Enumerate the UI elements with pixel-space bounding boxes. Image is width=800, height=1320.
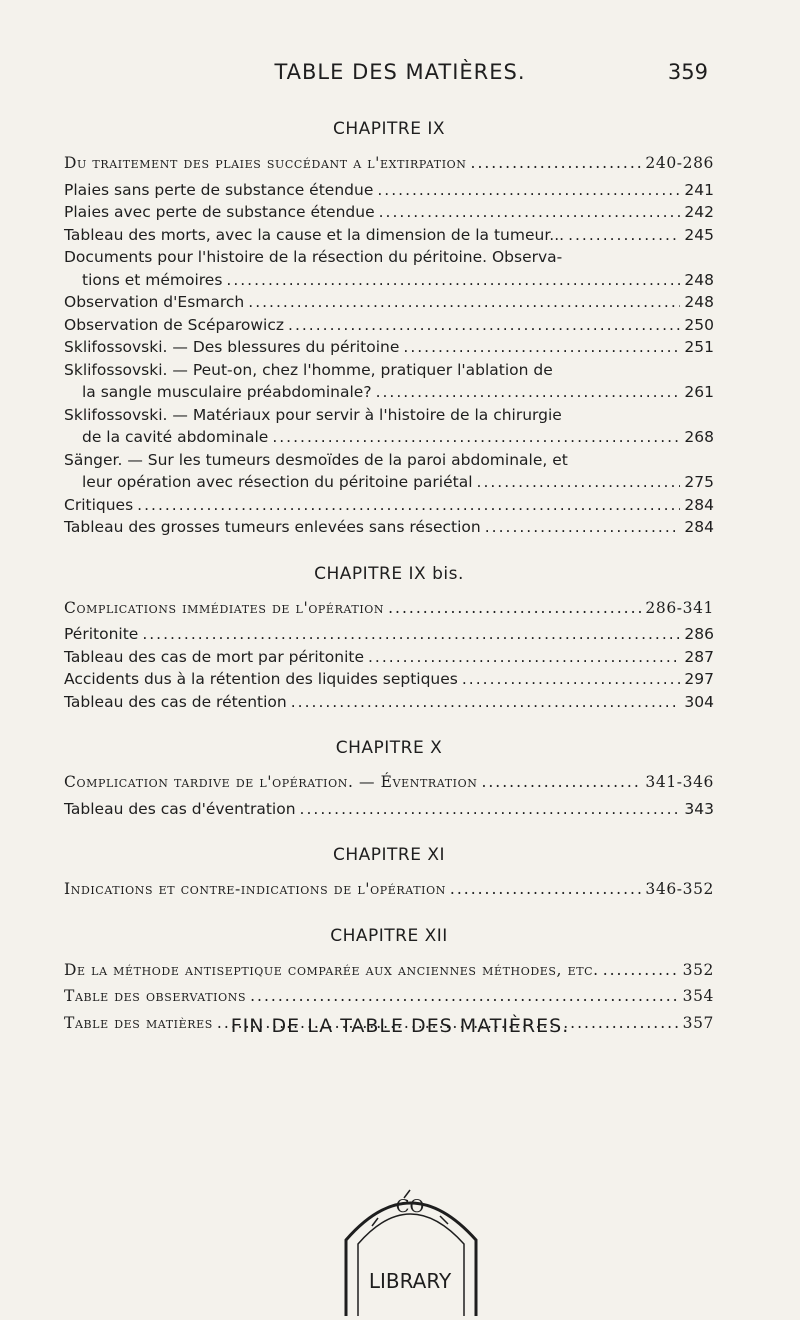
leader-dots	[471, 152, 642, 175]
entry-page: 250	[684, 315, 714, 334]
toc-main-entry	[64, 771, 714, 794]
leader-dots	[481, 771, 641, 794]
running-header	[0, 60, 800, 90]
entry-page: 241	[684, 180, 714, 199]
toc-entry	[64, 798, 714, 821]
chapter-block	[64, 563, 714, 714]
entry-label: Plaies avec perte de substance étendue	[64, 203, 375, 221]
leader-dots	[477, 471, 681, 494]
leader-dots	[462, 668, 681, 691]
entry-label: Péritonite	[64, 625, 139, 643]
entry-page: 297	[684, 670, 714, 688]
entry-continuation	[64, 381, 714, 404]
stamp-top-text: CO	[395, 1196, 425, 1217]
leader-dots	[379, 201, 681, 224]
page-number: 359	[667, 60, 708, 84]
entry-continuation	[64, 269, 714, 292]
entry-page: 261	[684, 383, 714, 401]
toc-entry	[64, 291, 714, 314]
toc-entry	[64, 224, 714, 247]
chapter-heading: CHAPITRE IX bis.	[314, 563, 464, 584]
entry-label: Tableau des morts, avec la cause et la dimension de la tumeur...	[64, 225, 565, 244]
toc-entry	[64, 623, 714, 646]
toc-main-entry	[64, 597, 714, 620]
entry-label-line: Sklifossovski. — Peut-on, chez l'homme, pratiquer l'ablation de	[64, 360, 553, 379]
entry-continuation	[64, 426, 714, 449]
toc-entry	[64, 359, 714, 404]
entry-label-line: la sangle musculaire préabdominale?	[82, 383, 372, 401]
leader-dots	[250, 985, 679, 1008]
leader-dots	[368, 646, 680, 669]
entry-label-line: Documents pour l'histoire de la résection du péritoine. Observa-	[64, 248, 563, 266]
toc-entry	[64, 516, 714, 539]
entry-label: Complications immédiates de l'opération	[64, 598, 385, 617]
entry-page: 352	[682, 960, 714, 979]
entry-label: Table des matières	[64, 1013, 213, 1032]
entry-page: 245	[684, 225, 714, 244]
entry-label: Sklifossovski. — Des blessures du péritoine	[64, 338, 400, 356]
entry-page: 286-341	[645, 598, 714, 617]
toc-entry	[64, 691, 714, 714]
entry-page: 354	[682, 987, 714, 1005]
chapter-heading: CHAPITRE XI	[332, 845, 446, 865]
stamp-library-text: LIBRARY	[368, 1269, 452, 1293]
toc-entry	[64, 314, 714, 337]
entry-page: 275	[684, 473, 714, 491]
toc-entry	[64, 404, 714, 449]
leader-dots	[568, 224, 680, 247]
leader-dots	[603, 959, 679, 982]
toc-entry	[64, 668, 714, 691]
leader-dots	[272, 426, 680, 449]
leader-dots	[300, 798, 681, 821]
entry-page: 287	[684, 647, 714, 666]
entry-page: 251	[684, 338, 714, 356]
table-of-contents	[64, 118, 714, 1058]
entry-label: Accidents dus à la rétention des liquides septiques	[64, 670, 458, 688]
entry-label-line: de la cavité abdominale	[82, 428, 269, 446]
entry-page: 248	[684, 293, 714, 311]
entry-label: Tableau des cas d'éventration	[64, 799, 296, 818]
leader-dots	[388, 597, 641, 620]
toc-entry	[64, 246, 714, 291]
entry-label: Table des observations	[64, 987, 247, 1005]
entry-page: 346-352	[645, 880, 714, 898]
entry-label-line: leur opération avec résection du péritoine pariétal	[82, 473, 473, 491]
leader-dots	[137, 494, 680, 517]
leader-dots	[485, 516, 681, 539]
entry-label-line: Sklifossovski. — Matériaux pour servir à l'histoire de la chirurgie	[64, 405, 562, 424]
chapter-block	[64, 737, 714, 820]
chapter-block	[64, 844, 714, 901]
chapter-heading: CHAPITRE IX	[332, 119, 446, 139]
entry-page: 284	[684, 518, 714, 536]
toc-entry	[64, 449, 714, 494]
entry-label: Du traitement des plaies succédant a l'extirpation	[64, 154, 467, 172]
library-stamp	[328, 1178, 493, 1316]
entry-label: Indications et contre-indications de l'opération	[64, 880, 446, 898]
entry-label: Tableau des cas de rétention	[64, 692, 287, 711]
entry-label: Plaies sans perte de substance étendue	[64, 180, 374, 199]
entry-label: Observation d'Esmarch	[64, 293, 245, 311]
entry-label: Observation de Scéparowicz	[64, 315, 285, 334]
chapter-heading: CHAPITRE X	[335, 738, 443, 758]
entry-label: De la méthode antiseptique comparée aux anciennes méthodes, etc.	[64, 960, 599, 979]
chapter-block	[64, 118, 714, 539]
entry-page: 240-286	[645, 154, 714, 172]
entry-label-line: Sänger. — Sur les tumeurs desmoïdes de la paroi abdominale, et	[64, 450, 568, 469]
entry-page: 248	[684, 270, 714, 289]
running-title: TABLE DES MATIÈRES.	[274, 60, 526, 84]
leader-dots	[248, 291, 680, 314]
entry-label: Tableau des grosses tumeurs enlevées sans résection	[64, 518, 481, 536]
leader-dots	[288, 314, 680, 337]
entry-page: 242	[684, 203, 714, 221]
toc-entry	[64, 201, 714, 224]
entry-page: 268	[684, 428, 714, 446]
leader-dots	[226, 269, 680, 292]
toc-entry	[64, 179, 714, 202]
toc-entry	[64, 646, 714, 669]
leader-dots	[291, 691, 681, 714]
chapter-heading: CHAPITRE XII	[330, 925, 448, 946]
toc-main-entry	[64, 985, 714, 1008]
leader-dots	[142, 623, 680, 646]
entry-page: 343	[684, 799, 714, 818]
entry-label: Tableau des cas de mort par péritonite	[64, 647, 364, 666]
leader-dots	[403, 336, 680, 359]
entry-page: 357	[682, 1013, 714, 1032]
toc-entry	[64, 336, 714, 359]
leader-dots	[376, 381, 681, 404]
entry-page: 286	[684, 625, 714, 643]
entry-page: 304	[684, 692, 714, 711]
entry-label: Critiques	[64, 495, 134, 514]
toc-main-entry	[64, 152, 714, 175]
entry-page: 284	[684, 495, 714, 514]
entry-label: Complication tardive de l'opération. — Éventration	[64, 773, 478, 791]
entry-continuation	[64, 471, 714, 494]
toc-main-entry	[64, 959, 714, 982]
end-of-table-text: FIN DE LA TABLE DES MATIÈRES.	[230, 1015, 570, 1037]
leader-dots	[450, 878, 641, 901]
toc-entry	[64, 494, 714, 517]
entry-page: 341-346	[645, 773, 714, 791]
entry-label-line: tions et mémoires	[82, 270, 223, 289]
toc-main-entry	[64, 878, 714, 901]
leader-dots	[377, 179, 680, 202]
